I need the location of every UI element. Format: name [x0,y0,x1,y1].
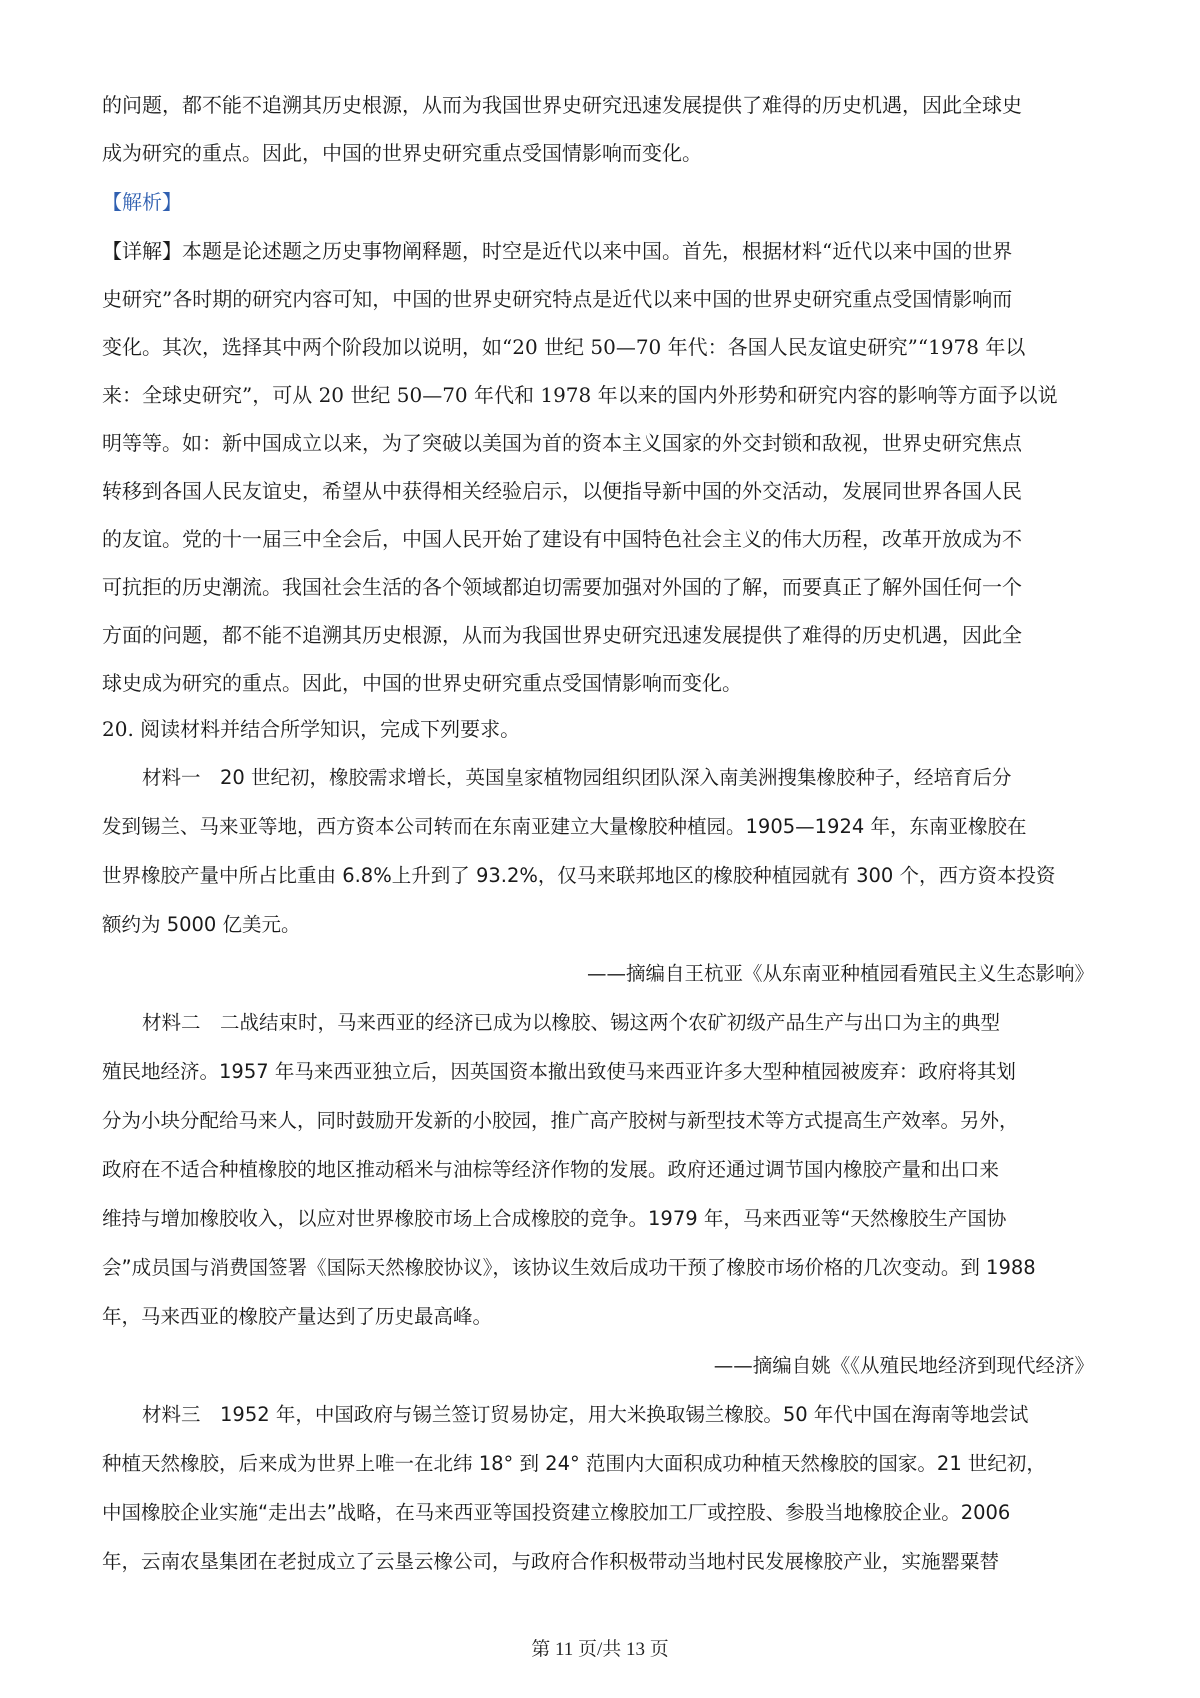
text-line: 发到锡兰、马来亚等地，西方资本公司转而在东南亚建立大量橡胶种植园。1905—1924 年，东南亚橡胶在 [102,815,1027,838]
material-source: ——摘编自姚《《从殖民地经济到现代经济》 [713,1354,1094,1377]
analysis-detail [102,238,1098,696]
text-line: 额约为 5000 亿美元。 [102,913,301,936]
text-line: 材料二 二战结束时，马来西亚的经济已成为以橡胶、锡这两个农矿初级产品生产与出口为主的典型 [142,1011,1001,1034]
answer-continuation [102,92,1098,166]
text-line: 的友谊。党的十一届三中全会后，中国人民开始了建设有中国特色社会主义的伟大历程，改革开放成为不 [102,527,1022,551]
text-line: 明等等。如：新中国成立以来，为了突破以美国为首的资本主义国家的外交封锁和敌视，世界史研究焦点 [102,431,1022,455]
material-2 [102,1010,1098,1379]
analysis-section [102,189,1098,696]
text-line: 年，云南农垦集团在老挝成立了云垦云橡公司，与政府合作积极带动当地村民发展橡胶产业，实施罂粟替 [102,1550,1000,1573]
text-line: 材料三 1952 年，中国政府与锡兰签订贸易协定，用大米换取锡兰橡胶。50 年代中国在海南等地尝试 [142,1403,1029,1426]
text-line: 中国橡胶企业实施“走出去”战略，在马来西亚等国投资建立橡胶加工厂或控股、参股当地橡胶企业。2006 [102,1501,1011,1524]
page-content [102,92,1098,1575]
page-number: 第 11 页/共 13 页 [531,1639,669,1660]
text-line: 【详解】本题是论述题之历史事物阐释题，时空是近代以来中国。首先，根据材料“近代以来中国的世界 [102,239,1013,263]
material-3 [102,1402,1098,1575]
question-20 [102,716,1098,1575]
material-source: ——摘编自王杭亚《从东南亚种植园看殖民主义生态影响》 [586,962,1094,985]
text-line: 成为研究的重点。因此，中国的世界史研究重点受国情影响而变化。 [102,141,702,165]
text-line: 来：全球史研究”，可从 20 世纪 50—70 年代和 1978 年以来的国内外形势和研究内容的影响等方面予以说 [102,383,1058,407]
page-footer [0,1634,1200,1661]
text-line: 种植天然橡胶，后来成为世界上唯一在北纬 18° 到 24° 范围内大面积成功种植天然橡胶的国家。21 世纪初， [102,1452,1046,1475]
text-line: 转移到各国人民友谊史，希望从中获得相关经验启示，以便指导新中国的外交活动，发展同世界各国人民 [102,479,1022,503]
text-line: 变化。其次，选择其中两个阶段加以说明，如“20 世纪 50—70 年代：各国人民友谊史研究”“1978 年以 [102,335,1026,359]
analysis-label: 【解析】 [102,190,182,214]
question-stem: 20. 阅读材料并结合所学知识，完成下列要求。 [102,717,521,741]
text-line: 世界橡胶产量中所占比重由 6.8%上升到了 93.2%，仅马来联邦地区的橡胶种植园就有 300 个，西方资本投资 [102,864,1056,887]
text-line: 材料一 20 世纪初，橡胶需求增长，英国皇家植物园组织团队深入南美洲搜集橡胶种子，经培育后分 [142,766,1012,789]
text-line: 球史成为研究的重点。因此，中国的世界史研究重点受国情影响而变化。 [102,671,742,695]
text-line: 史研究”各时期的研究内容可知，中国的世界史研究特点是近代以来中国的世界史研究重点受国情影响而 [102,287,1013,311]
text-line: 的问题，都不能不追溯其历史根源，从而为我国世界史研究迅速发展提供了难得的历史机遇，因此全球史 [102,93,1022,117]
text-line: 殖民地经济。1957 年马来西亚独立后，因英国资本撤出致使马来西亚许多大型种植园被废弃：政府将其划 [102,1060,1016,1083]
text-line: 方面的问题，都不能不追溯其历史根源，从而为我国世界史研究迅速发展提供了难得的历史机遇，因此全 [102,623,1022,647]
text-line: 政府在不适合种植橡胶的地区推动稻米与油棕等经济作物的发展。政府还通过调节国内橡胶产量和出口来 [102,1158,1000,1181]
text-line: 会”成员国与消费国签署《国际天然橡胶协议》，该协议生效后成功干预了橡胶市场价格的几次变动。到 1988 [102,1256,1036,1279]
text-line: 分为小块分配给马来人，同时鼓励开发新的小胶园，推广高产胶树与新型技术等方式提高生产效率。另外， [102,1109,1019,1132]
material-1 [102,765,1098,987]
text-line: 年，马来西亚的橡胶产量达到了历史最高峰。 [102,1305,493,1328]
text-line: 可抗拒的历史潮流。我国社会生活的各个领域都迫切需要加强对外国的了解，而要真正了解外国任何一个 [102,575,1022,599]
text-line: 维持与增加橡胶收入，以应对世界橡胶市场上合成橡胶的竞争。1979 年，马来西亚等“天然橡胶生产国协 [102,1207,1007,1230]
